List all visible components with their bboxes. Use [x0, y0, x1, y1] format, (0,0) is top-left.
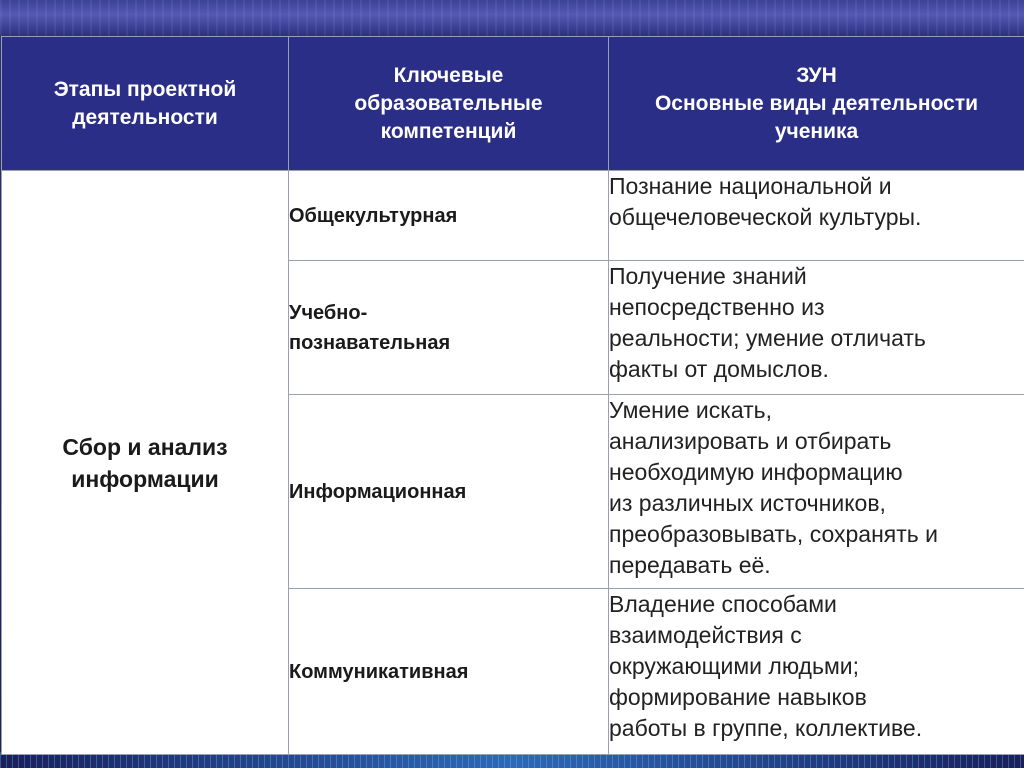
activity-line: реальности; умение отличать [609, 325, 926, 351]
activity-line: Умение искать, [609, 397, 773, 423]
activity-line: формирование навыков [609, 684, 867, 710]
header-key-competencies [289, 37, 609, 171]
competency-cell [289, 395, 609, 589]
table-header-row [2, 37, 1024, 171]
activity-line: факты от домыслов. [609, 356, 829, 382]
header-line: деятельности [72, 105, 218, 129]
header-line: Этапы проектной [53, 77, 237, 101]
slide-top-decoration [0, 0, 1024, 36]
header-line: образовательные [354, 91, 543, 115]
competency-table [1, 36, 1024, 755]
header-line: Ключевые [393, 63, 504, 87]
header-project-stages [2, 37, 289, 171]
table-row [2, 171, 1024, 261]
competency-line: Общекультурная [289, 204, 458, 227]
activity-line: Познание национальной и [609, 173, 892, 199]
activity-line: общечеловеческой культуры. [609, 204, 922, 230]
activity-line: анализировать и отбирать [609, 428, 892, 454]
stage-cell [2, 171, 289, 755]
header-student-activities [609, 37, 1024, 171]
activity-line: передавать её. [609, 552, 771, 578]
header-line: ЗУН [796, 63, 837, 87]
stage-line: информации [71, 465, 219, 492]
competency-cell [289, 171, 609, 261]
stage-line: Сбор и анализ [62, 433, 228, 460]
activity-line: работы в группе, коллективе. [609, 715, 923, 741]
header-line: ученика [774, 119, 859, 143]
competency-line: Информационная [289, 480, 467, 503]
activity-cell [609, 395, 1024, 589]
activity-cell [609, 171, 1024, 261]
activity-line: окружающими людьми; [609, 653, 860, 679]
header-line: компетенций [380, 119, 517, 143]
header-line: Основные виды деятельности [654, 91, 979, 115]
competency-cell [289, 261, 609, 395]
activity-line: Получение знаний [609, 263, 807, 289]
competency-line: Учебно- [289, 301, 368, 324]
competency-line: познавательная [289, 331, 451, 354]
activity-line: из различных источников, [609, 490, 886, 516]
activity-cell [609, 589, 1024, 755]
competency-line: Коммуникативная [289, 660, 469, 683]
activity-line: необходимую информацию [609, 459, 903, 485]
activity-line: Владение способами [609, 591, 837, 617]
competency-cell [289, 589, 609, 755]
activity-cell [609, 261, 1024, 395]
activity-line: взаимодействия с [609, 622, 802, 648]
activity-line: преобразовывать, сохранять и [609, 521, 938, 547]
activity-line: непосредственно из [609, 294, 825, 320]
